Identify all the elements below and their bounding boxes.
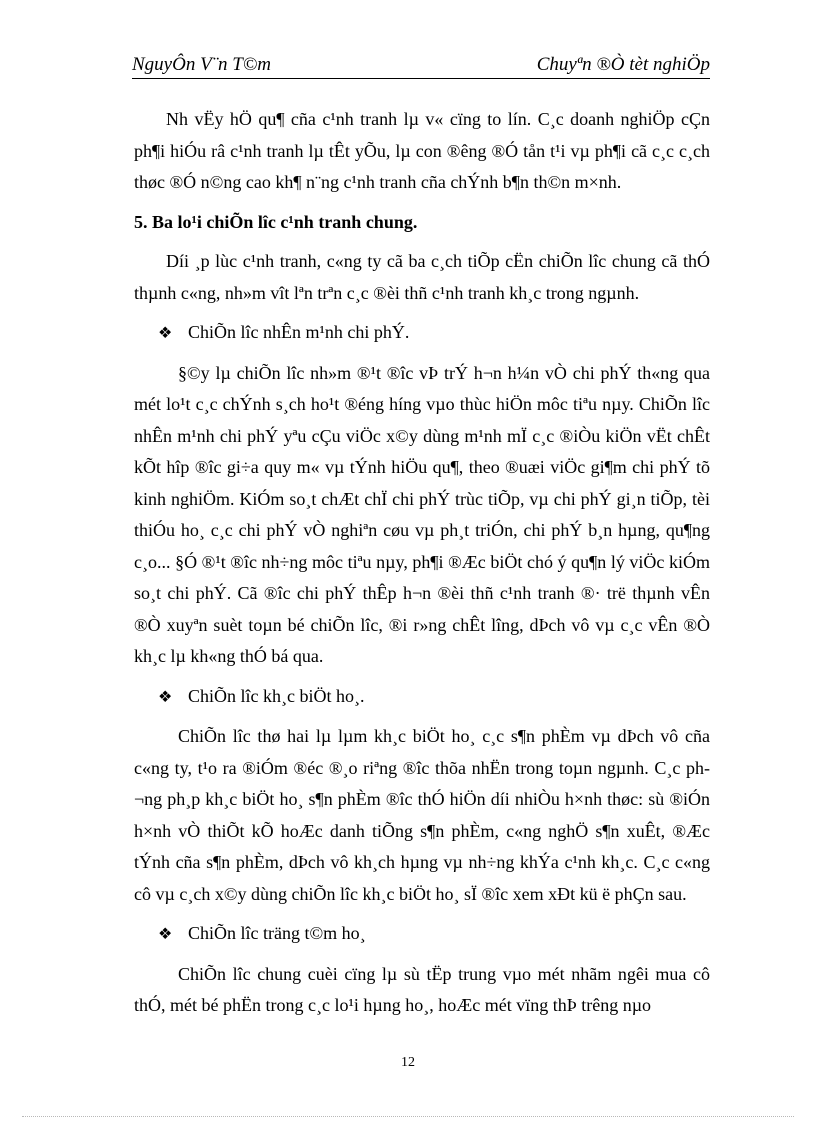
section-heading: 5. Ba lo¹i chiÕn lîc c¹nh tranh chung. <box>134 211 418 232</box>
page-number: 12 <box>401 1055 415 1070</box>
bullet-item-2 <box>134 681 710 714</box>
paragraph-1: Nh vËy hÖ qu¶ cña c¹nh tranh lµ v« cïng to lín. C¸c doanh nghiÖp cÇn ph¶i hiÓu râ c¹nh tranh lµ tÊt yÕu, lµ con ®êng ®Ó tån t¹i vµ ph¶i cã c¸c c¸ch thøc ®Ó n©ng cao kh¶ n¨ng c¹nh tranh cña chÝnh b¶n th©n m×nh. <box>134 109 710 192</box>
paragraph-3: §©y lµ chiÕn lîc nh»m ®¹t ®îc vÞ trÝ h¬n h¼n vÒ chi phÝ th«ng qua mét lo¹t c¸c chÝnh s¸ch ho¹t ®éng híng vµo thùc hiÖn môc tiªu nµy. ChiÕn lîc nhÊn m¹nh chi phÝ yªu cÇu viÖc x©y dùng m¹nh mÏ c¸c ®iÒu kiÖn vËt chÊt kÕt hîp ®îc gi÷a quy m« vµ tÝnh hiÖu qu¶, theo ®uæi viÖc gi¶m chi phÝ tõ kinh nghiÖm. KiÓm so¸t chÆt chÏ chi phÝ trùc tiÕp, vµ chi phÝ gi¸n tiÕp, tèi thiÓu ho¸ c¸c chi phÝ vÒ nghiªn cøu vµ ph¸t triÓn, chi phÝ b¸n hµng, qu¶ng c¸o... §Ó ®¹t ®îc nh÷ng môc tiªu nµy, ph¶i ®Æc biÖt chó ý qu¶n lý viÖc kiÓm so¸t chi phÝ. Cã ®îc chi phÝ thÊp h¬n ®èi thñ c¹nh tranh ®· trë thµnh vÊn ®Ò xuyªn suèt toµn bé chiÕn lîc, ®i r»ng chÊt lîng, dÞch vô vµ c¸c vÊn ®Ò kh¸c lµ kh«ng thÓ bá qua. <box>134 362 710 666</box>
diamond-bullet-icon: ❖ <box>158 926 173 943</box>
document-body <box>134 104 710 1030</box>
bullet-label-3: ChiÕn lîc träng t©m ho¸ <box>188 923 366 943</box>
paragraph-5: ChiÕn lîc chung cuèi cïng lµ sù tËp trung vµo mét nhãm ngêi mua cô thÓ, mét bé phËn trong c¸c lo¹i hµng ho¸, hoÆc mét vïng thÞ trêng nµo <box>134 963 710 1015</box>
diamond-bullet-icon: ❖ <box>158 325 173 342</box>
bullet-label-1: ChiÕn lîc nhÊn m¹nh chi phÝ. <box>188 322 410 342</box>
diamond-bullet-icon: ❖ <box>158 688 173 706</box>
bullet-item-3 <box>134 918 710 951</box>
page-bottom-divider <box>22 1116 794 1117</box>
page-header <box>132 52 710 79</box>
bullet-item-1 <box>134 317 710 350</box>
paragraph-4: ChiÕn lîc thø hai lµ lµm kh¸c biÖt ho¸ c¸c s¶n phÈm vµ dÞch vô cña c«ng ty, t¹o ra ®iÓm ®éc ®¸o riªng ®îc thõa nhËn trong toµn ngµnh. C¸c ph¬ng ph¸p kh¸c biÖt ho¸ s¶n phÈm ®îc thÓ hiÖn díi nhiÒu h×nh thøc: sù ®iÓn h×nh vÒ thiÕt kÕ hoÆc danh tiÕng s¶n phÈm, c«ng nghÖ s¶n xuÊt, ®Æc tÝnh cña s¶n phÈm, dÞch vô kh¸ch hµng vµ nh÷ng khÝa c¹nh kh¸c. C¸c c«ng cô vµ c¸ch x©y dùng chiÕn lîc kh¸c biÖt ho¸ sÏ ®îc xem xÐt kü ë phÇn sau. <box>134 726 710 904</box>
header-title: Chuyªn ®Ò tèt nghiÖp <box>536 54 710 75</box>
paragraph-2: Díi ¸p lùc c¹nh tranh, c«ng ty cã ba c¸ch tiÕp cËn chiÕn lîc chung cã thÓ thµnh c«ng, nh»m vît lªn trªn c¸c ®èi thñ c¹nh tranh kh¸c trong ngµnh. <box>134 251 710 303</box>
bullet-label-2: ChiÕn lîc kh¸c biÖt ho¸. <box>188 685 365 706</box>
header-author: NguyÔn V¨n T©m <box>132 54 271 75</box>
